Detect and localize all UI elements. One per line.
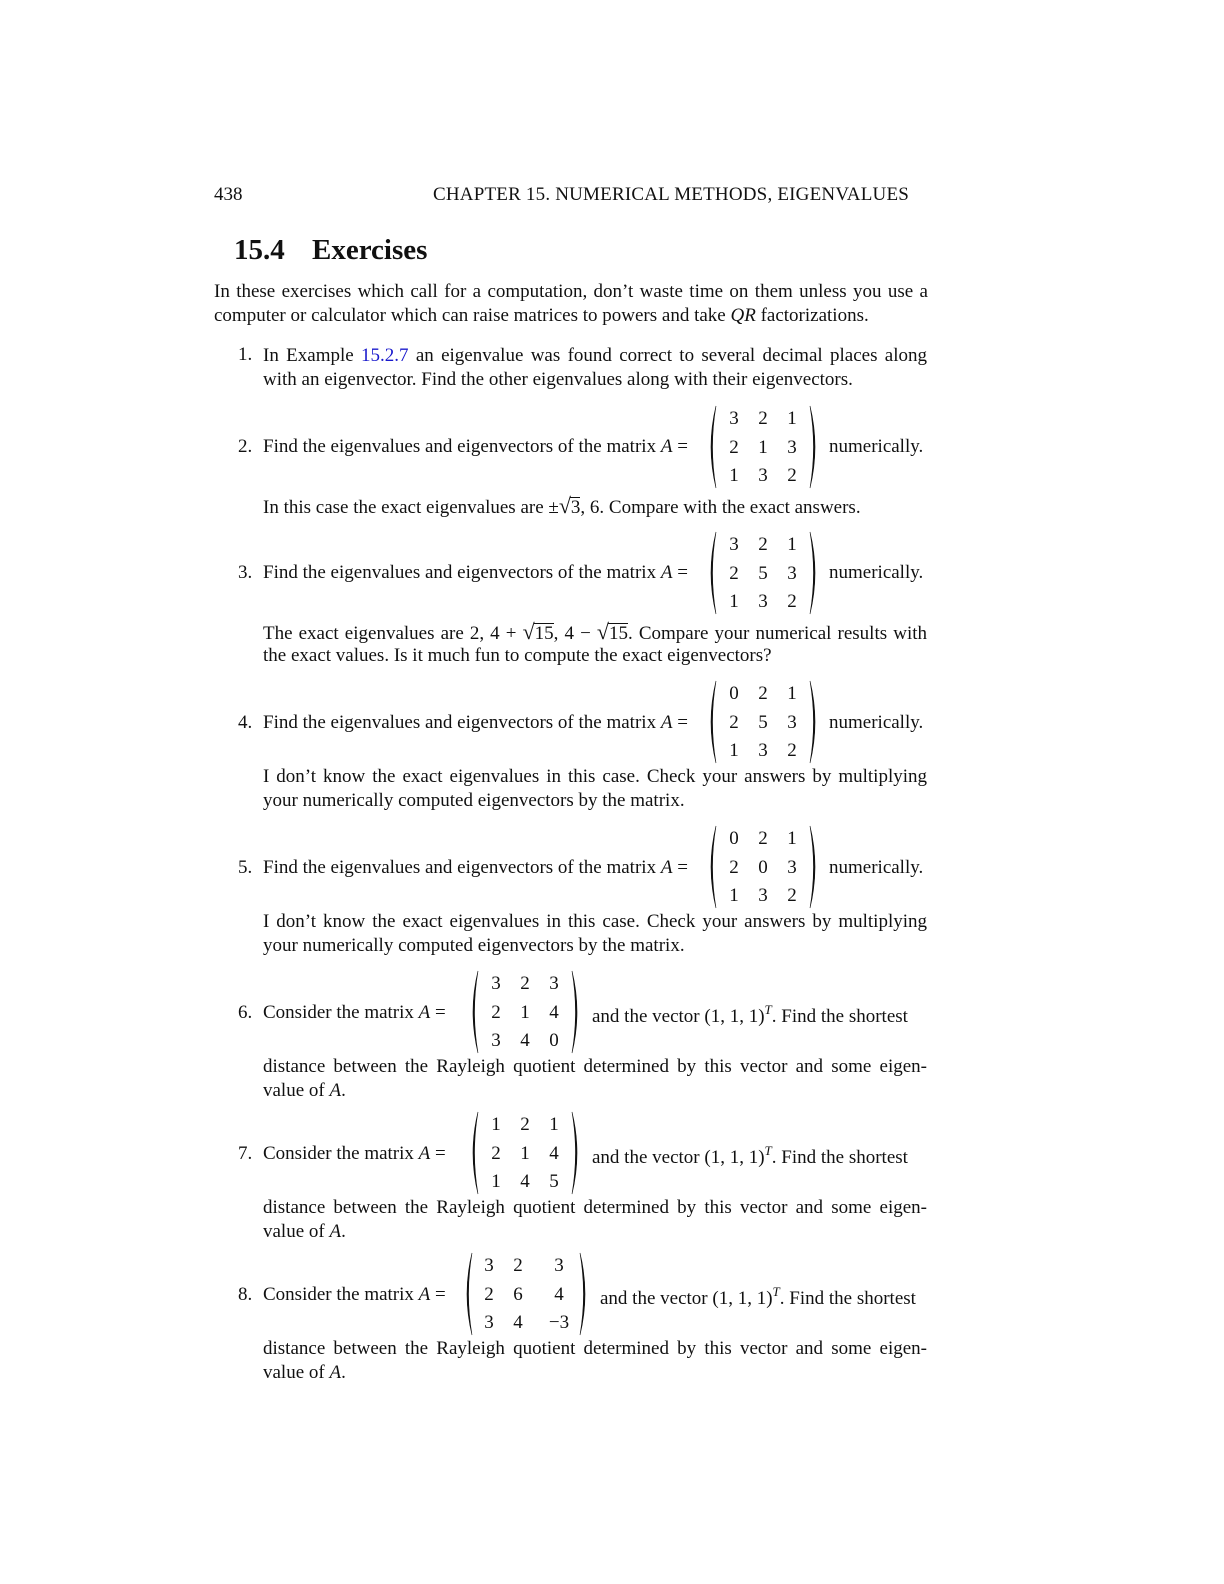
exercise-2-note: In this case the exact eigenvalues are ±√3, 6. Compare with the exact answers. <box>263 493 861 518</box>
exercise-7-stem: Consider the matrix A = <box>263 1143 446 1164</box>
matrix-entry: 3 <box>787 711 797 733</box>
matrix-entry: 1 <box>520 1142 530 1164</box>
matrix-entry: 2 <box>729 436 739 458</box>
right-paren-icon <box>808 825 822 909</box>
matrix-entry: 3 <box>758 885 768 906</box>
right-paren-icon <box>808 531 822 615</box>
matrix-entry: 3 <box>787 562 797 584</box>
exercise-1-line-2: with an eigenvector. Find the other eigenvalues along with their eigenvectors. <box>263 369 853 390</box>
exercise-5-note-1: I don’t know the exact eigenvalues in this case. Check your answers by multiplying <box>263 911 927 932</box>
exercise-6-tail: and the vector (1, 1, 1)$^T$. Find the shortest <box>592 1002 908 1027</box>
page-number: 438 <box>214 184 243 205</box>
section-number: 15.4 <box>234 234 285 266</box>
exercise-number: 8. <box>238 1284 253 1305</box>
exercise-number: 2. <box>238 436 253 457</box>
section-title: Exercises <box>312 234 428 266</box>
matrix-entry: 2 <box>758 408 768 429</box>
exercise-8-note-1: distance between the Rayleigh quotient determined by this vector and some eigen- <box>263 1338 927 1359</box>
matrix-entry: 3 <box>729 408 739 429</box>
matrix <box>466 970 584 1054</box>
exercise-4-stem: Find the eigenvalues and eigenvectors of the matrix A = <box>263 712 688 733</box>
matrix <box>704 531 822 615</box>
exercise-4-note-2: your numerically computed eigenvectors by the matrix. <box>263 790 685 811</box>
example-link[interactable]: 15.2.7 <box>361 345 409 366</box>
left-paren-icon <box>466 970 480 1054</box>
matrix-entry: 5 <box>758 711 768 733</box>
exercise-2-stem: Find the eigenvalues and eigenvectors of the matrix A = <box>263 436 688 457</box>
right-paren-icon <box>808 405 822 489</box>
matrix-entry: 2 <box>491 1001 501 1023</box>
matrix <box>704 825 822 909</box>
exercise-1-line-1: In Example 15.2.7 an eigenvalue was found correct to several decimal places along <box>263 345 927 366</box>
matrix-entry: 4 <box>554 1283 564 1305</box>
matrix-entry: 3 <box>491 1030 501 1051</box>
exercise-5-note-2: your numerically computed eigenvectors by the matrix. <box>263 935 685 956</box>
matrix-entry: 2 <box>491 1142 501 1164</box>
matrix <box>460 1252 592 1336</box>
exercise-7-note-1: distance between the Rayleigh quotient determined by this vector and some eigen- <box>263 1197 927 1218</box>
matrix-entry: 2 <box>520 973 530 994</box>
matrix <box>704 680 822 764</box>
matrix-entry: 1 <box>491 1171 501 1192</box>
exercise-7-note-2: value of A. <box>263 1221 346 1242</box>
left-paren-icon <box>704 405 718 489</box>
exercise-8-tail: and the vector (1, 1, 1)$^T$. Find the shortest <box>600 1284 916 1309</box>
exercise-6-note-1: distance between the Rayleigh quotient determined by this vector and some eigen- <box>263 1056 927 1077</box>
matrix-entry: 1 <box>787 828 797 849</box>
matrix-entry: 1 <box>787 683 797 704</box>
matrix-entry: 3 <box>758 465 768 486</box>
left-paren-icon <box>466 1111 480 1195</box>
matrix-entry: 1 <box>729 740 739 761</box>
exercise-3-note-1: The exact eigenvalues are 2, 4 + √15, 4 − √15. Compare your numerical results with <box>263 619 927 644</box>
matrix-entry: 3 <box>758 740 768 761</box>
section-heading <box>234 234 427 267</box>
exercise-5-tail: numerically. <box>829 857 924 878</box>
matrix-entry: 1 <box>729 591 739 612</box>
exercise-3-note-2: the exact values. Is it much fun to compute the exact eigenvectors? <box>263 645 772 666</box>
matrix-entry: 2 <box>787 465 797 486</box>
matrix-entry: 1 <box>729 885 739 906</box>
matrix-entry: 3 <box>549 973 559 994</box>
exercise-4-tail: numerically. <box>829 712 924 733</box>
matrix-entry: 3 <box>484 1255 494 1276</box>
right-paren-icon <box>570 1111 584 1195</box>
matrix-entry: 2 <box>513 1255 523 1276</box>
matrix-entry: 0 <box>729 683 739 704</box>
matrix-entry: 2 <box>758 534 768 555</box>
exercise-3-tail: numerically. <box>829 562 924 583</box>
matrix-entry: 2 <box>729 562 739 584</box>
matrix-entry: 1 <box>729 465 739 486</box>
matrix-entry: 1 <box>491 1114 501 1135</box>
running-header: CHAPTER 15. NUMERICAL METHODS, EIGENVALUES <box>433 184 910 205</box>
matrix-entry: 6 <box>513 1283 523 1305</box>
matrix-entry: 3 <box>787 436 797 458</box>
exercise-8-stem: Consider the matrix A = <box>263 1284 446 1305</box>
matrix-entry: 4 <box>520 1030 530 1051</box>
exercise-number: 7. <box>238 1143 253 1164</box>
exercise-8-note-2: value of A. <box>263 1362 346 1383</box>
matrix-entry: 0 <box>729 828 739 849</box>
matrix-entry: 0 <box>549 1030 559 1051</box>
exercise-3-stem: Find the eigenvalues and eigenvectors of the matrix A = <box>263 562 688 583</box>
exercise-6-note-2: value of A. <box>263 1080 346 1101</box>
exercise-6-stem: Consider the matrix A = <box>263 1002 446 1023</box>
right-paren-icon <box>578 1252 592 1336</box>
matrix-entry: 3 <box>484 1312 494 1333</box>
matrix-entry: 1 <box>787 534 797 555</box>
matrix-entry: 4 <box>513 1312 523 1333</box>
matrix-entry: 2 <box>729 856 739 878</box>
matrix-entry: 4 <box>549 1142 559 1164</box>
matrix-entry: 2 <box>758 683 768 704</box>
matrix-entry: 3 <box>787 856 797 878</box>
exercise-4-note-1: I don’t know the exact eigenvalues in this case. Check your answers by multiplying <box>263 766 927 787</box>
matrix-entry: 1 <box>758 436 768 458</box>
exercise-5-stem: Find the eigenvalues and eigenvectors of the matrix A = <box>263 857 688 878</box>
left-paren-icon <box>704 531 718 615</box>
exercise-number: 4. <box>238 712 253 733</box>
matrix-entry: 2 <box>758 828 768 849</box>
matrix-entry: 4 <box>520 1171 530 1192</box>
left-paren-icon <box>704 825 718 909</box>
matrix-entry: 2 <box>787 740 797 761</box>
matrix-entry: 5 <box>758 562 768 584</box>
exercise-number: 3. <box>238 562 253 583</box>
matrix-entry: −3 <box>548 1312 570 1333</box>
exercise-number: 5. <box>238 857 253 878</box>
right-paren-icon <box>570 970 584 1054</box>
exercise-7-tail: and the vector (1, 1, 1)$^T$. Find the shortest <box>592 1143 908 1168</box>
matrix-entry: 2 <box>484 1283 494 1305</box>
matrix-entry: 1 <box>787 408 797 429</box>
matrix-entry: 4 <box>549 1001 559 1023</box>
exercise-2-tail: numerically. <box>829 436 924 457</box>
matrix-entry: 2 <box>520 1114 530 1135</box>
matrix <box>704 405 822 489</box>
matrix-entry: 3 <box>491 973 501 994</box>
matrix-entry: 3 <box>729 534 739 555</box>
exercise-number: 1. <box>238 344 253 365</box>
matrix-entry: 2 <box>729 711 739 733</box>
right-paren-icon <box>808 680 822 764</box>
intro-paragraph: In these exercises which call for a computation, don’t waste time on them unless you use a computer or calculator which can raise matrices to powers and take QR factorizations. <box>214 281 928 326</box>
left-paren-icon <box>704 680 718 764</box>
matrix-entry: 5 <box>549 1171 559 1192</box>
matrix-entry: 2 <box>787 885 797 906</box>
matrix-entry: 1 <box>520 1001 530 1023</box>
exercise-number: 6. <box>238 1002 253 1023</box>
left-paren-icon <box>460 1252 474 1336</box>
matrix-entry: 3 <box>758 591 768 612</box>
matrix-entry: 2 <box>787 591 797 612</box>
matrix-entry: 3 <box>554 1255 564 1276</box>
matrix-entry: 1 <box>549 1114 559 1135</box>
matrix-entry: 0 <box>758 856 768 878</box>
matrix <box>466 1111 584 1195</box>
